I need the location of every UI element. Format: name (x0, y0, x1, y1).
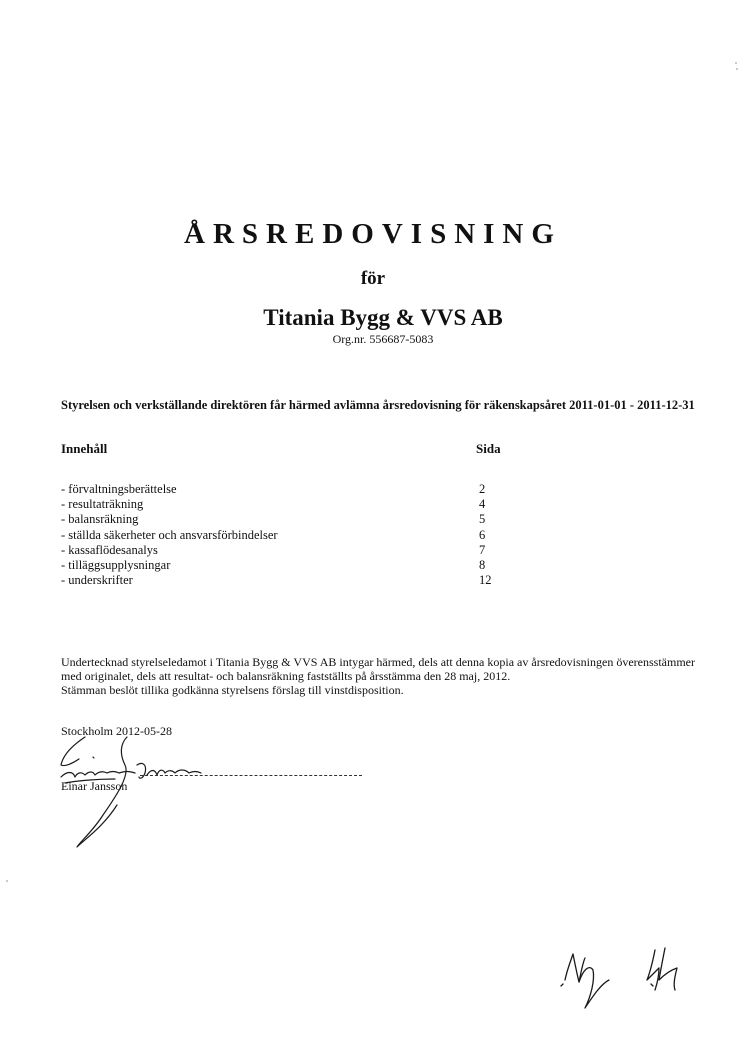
list-item-page: 2 (479, 482, 486, 496)
company-name: Titania Bygg & VVS AB (263, 305, 503, 330)
list-item (61, 497, 521, 512)
certification-text (61, 655, 741, 697)
list-item-label: - ställda säkerheter och ansvarsförbindelser (61, 527, 278, 542)
contents-heading: Innehåll (61, 441, 108, 456)
list-item-page: 7 (479, 542, 486, 557)
list-item-label: - förvaltningsberättelse (61, 482, 177, 496)
signer-name: Einar Jansson (61, 779, 128, 793)
scan-speck (735, 62, 737, 64)
certification-line: Undertecknad styrelseledamot i Titania Bygg & VVS AB intygar härmed, dels att denna kopia av årsredovisningen överensstämmer (61, 655, 695, 669)
list-item-label: - balansräkning (61, 512, 139, 527)
page-column-heading: Sida (476, 441, 501, 456)
list-item-label: - resultaträkning (61, 497, 144, 512)
list-item (61, 558, 521, 573)
list-item-page: 12 (479, 573, 492, 588)
list-item (61, 528, 521, 543)
list-item-label: - tilläggsupplysningar (61, 558, 171, 573)
list-item-page: 4 (479, 497, 486, 512)
certification-line: Stämman beslöt tillika godkänna styrelsens förslag till vinstdisposition. (61, 683, 404, 697)
list-item (61, 543, 521, 558)
list-item-page: 5 (479, 512, 486, 527)
list-item (61, 573, 521, 588)
list-item-label: - underskrifter (61, 573, 133, 588)
scan-speck (736, 68, 738, 70)
list-item-page: 6 (479, 527, 486, 542)
list-item-page: 8 (479, 558, 486, 573)
contents-list (61, 482, 521, 588)
signature-line (140, 775, 362, 776)
list-item (61, 512, 521, 527)
handwritten-initials (555, 940, 705, 1020)
org-number: Org.nr. 556687-5083 (332, 332, 434, 346)
certification-line: med originalet, dels att resultat- och balansräkning fastställts på årsstämma den 28 maj, 2012. (61, 669, 511, 683)
scan-speck (6, 880, 8, 882)
list-item (61, 482, 521, 497)
for-word: för (360, 268, 386, 289)
document-title: ÅRSREDOVISNING (184, 218, 562, 250)
board-statement: Styrelsen och verkställande direktören får härmed avlämna årsredovisning för räkenskapsåret 2011-01-01 - 2011-12-31 (61, 398, 695, 412)
list-item-label: - kassaflödesanalys (61, 542, 158, 557)
place-and-date: Stockholm 2012-05-28 (61, 724, 172, 738)
